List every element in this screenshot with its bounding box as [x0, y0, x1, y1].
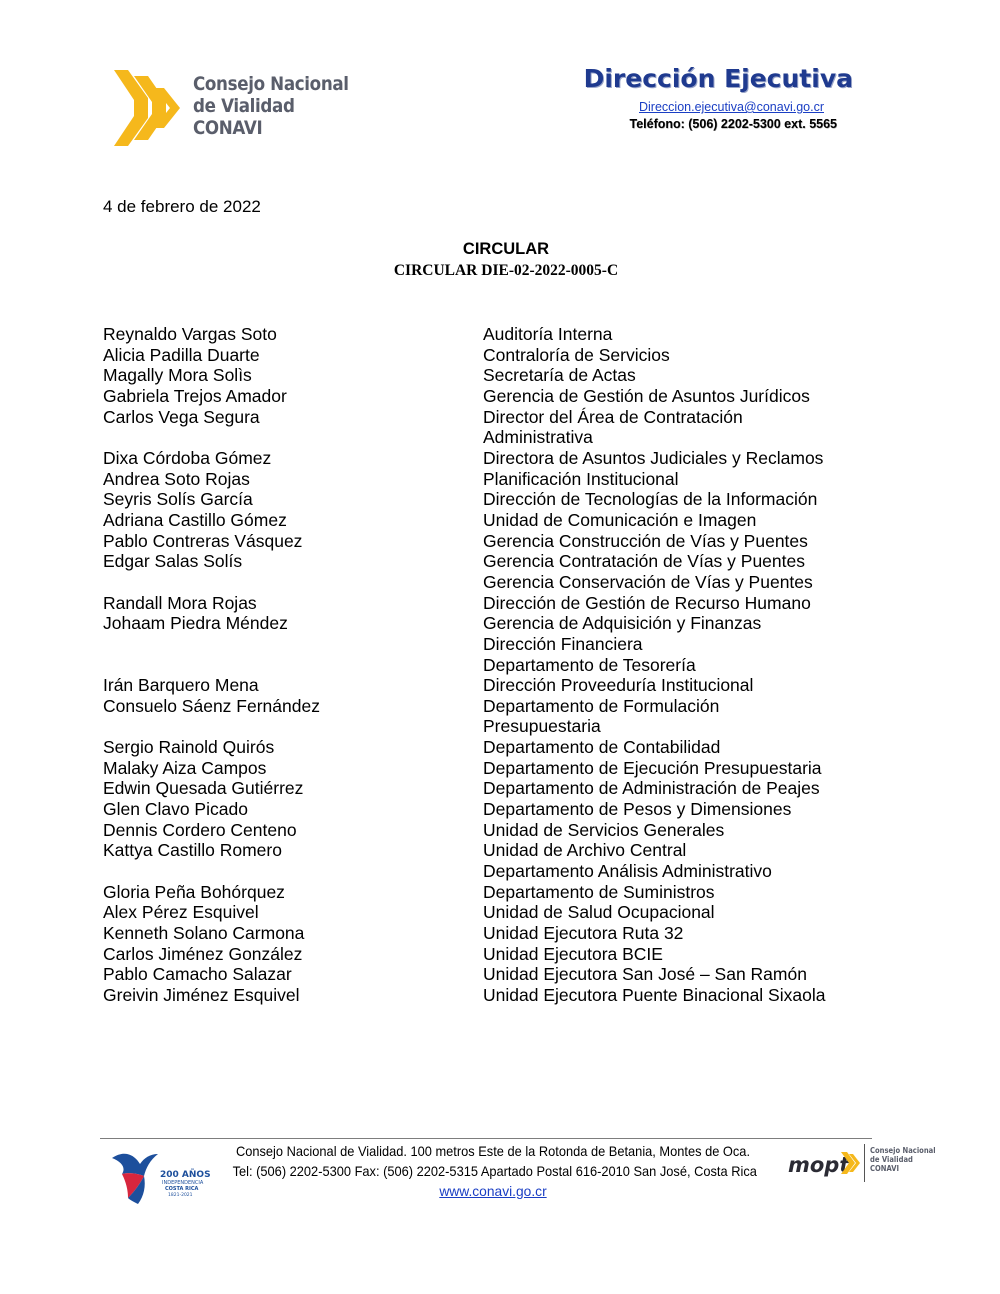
- recipient-unit: Administrativa: [483, 427, 593, 448]
- recipient-row: [103, 324, 903, 345]
- recipient-name: Andrea Soto Rojas: [103, 468, 250, 489]
- small-org-line: Consejo Nacional: [870, 1146, 936, 1155]
- footer-address: [213, 1142, 773, 1202]
- recipient-name: Glen Clavo Picado: [103, 799, 248, 820]
- recipient-unit: Gerencia de Gestión de Asuntos Jurídicos: [483, 385, 810, 406]
- recipient-row: [103, 675, 903, 696]
- recipient-name: Edgar Salas Solís: [103, 551, 243, 572]
- recipient-row: [103, 634, 903, 655]
- recipient-unit: Planificación Institucional: [483, 468, 679, 489]
- recipient-row: [103, 572, 903, 593]
- recipient-name: Johaam Piedra Méndez: [103, 613, 288, 634]
- document-date: 4 de febrero de 2022: [103, 197, 261, 216]
- recipient-row: [103, 448, 903, 469]
- recipient-unit: Departamento de Ejecución Presupuestaria: [483, 757, 822, 778]
- anniversary-sub1: INDEPENDENCIA: [162, 1180, 204, 1186]
- anniversary-years: 1821-2021: [168, 1193, 193, 1198]
- circular-number: CIRCULAR DIE-02-2022-0005-C: [393, 262, 619, 279]
- recipient-row: [103, 613, 903, 634]
- recipient-name: Edwin Quesada Gutiérrez: [103, 778, 304, 799]
- recipient-name: Carlos Vega Segura: [103, 406, 260, 427]
- mopt-logo-text: mopt: [788, 1153, 850, 1177]
- org-name-line: Consejo Nacional: [193, 73, 349, 95]
- recipient-row: [103, 985, 903, 1006]
- department-phone: Teléfono: (506) 2202-5300 ext. 5565: [629, 117, 837, 131]
- recipient-unit: Departamento de Formulación: [483, 695, 720, 716]
- recipient-unit: Dirección Financiera: [483, 633, 643, 654]
- recipient-unit: Unidad Ejecutora BCIE: [483, 943, 663, 964]
- recipient-name: [103, 427, 483, 448]
- recipient-name: Malaky Aiza Campos: [103, 757, 267, 778]
- recipient-row: [103, 716, 903, 737]
- recipient-row: [103, 407, 903, 428]
- recipient-unit: Departamento Análisis Administrativo: [483, 861, 772, 882]
- recipient-name: Kattya Castillo Romero: [103, 840, 282, 861]
- recipient-name: Seyris Solís García: [103, 489, 253, 510]
- recipient-unit: Auditoría Interna: [483, 324, 613, 344]
- recipient-row: [103, 593, 903, 614]
- recipient-row: [103, 427, 903, 448]
- recipient-row: [103, 882, 903, 903]
- circular-heading: CIRCULAR: [462, 240, 550, 258]
- recipient-name: Gabriela Trejos Amador: [103, 385, 287, 406]
- recipient-name: Reynaldo Vargas Soto: [103, 324, 277, 344]
- recipient-unit: Dirección de Gestión de Recurso Humano: [483, 592, 811, 613]
- department-email-link[interactable]: Direccion.ejecutiva@conavi.go.cr: [639, 100, 824, 114]
- recipient-unit: Departamento de Contabilidad: [483, 737, 721, 758]
- logo-divider: [864, 1144, 865, 1182]
- recipient-name: Alex Pérez Esquivel: [103, 902, 259, 923]
- anniversary-title: 200 AÑOS: [160, 1170, 211, 1180]
- recipient-row: [103, 345, 903, 366]
- recipient-row: [103, 737, 903, 758]
- recipient-name: Magally Mora Solìs: [103, 365, 252, 386]
- recipient-unit: Director del Área de Contratación: [483, 406, 743, 427]
- recipient-name: Alicia Padilla Duarte: [103, 344, 260, 365]
- department-title: Dirección Ejecutiva: [583, 64, 853, 93]
- recipient-row: [103, 696, 903, 717]
- recipient-name: Sergio Rainold Quirós: [103, 737, 275, 758]
- recipient-unit: Unidad Ejecutora San José – San Ramón: [483, 964, 807, 985]
- recipient-unit: Unidad Ejecutora Ruta 32: [483, 923, 684, 944]
- recipient-unit: Contraloría de Servicios: [483, 344, 670, 365]
- recipient-name: [103, 572, 483, 593]
- recipient-name: Adriana Castillo Gómez: [103, 509, 287, 530]
- recipient-name: Greivin Jiménez Esquivel: [103, 985, 300, 1005]
- footer-address-line: Tel: (506) 2202-5300 Fax: (506) 2202-5315 Apartado Postal 616-2010 San José, Costa Rica: [232, 1164, 757, 1179]
- recipient-row: [103, 944, 903, 965]
- recipient-row: [103, 902, 903, 923]
- recipient-name: [103, 861, 483, 882]
- recipient-unit: Departamento de Pesos y Dimensiones: [483, 799, 792, 820]
- org-name-line: de Vialidad: [193, 95, 295, 117]
- recipient-unit: Gerencia de Adquisición y Finanzas: [483, 613, 762, 634]
- recipient-row: [103, 489, 903, 510]
- recipient-name: Dennis Cordero Centeno: [103, 819, 297, 840]
- recipient-unit: Gerencia Construcción de Vías y Puentes: [483, 530, 808, 551]
- small-org-line: CONAVI: [870, 1164, 900, 1173]
- recipient-unit: Presupuestaria: [483, 716, 601, 737]
- recipient-name: [103, 716, 483, 737]
- recipient-unit: Directora de Asuntos Judiciales y Reclamos: [483, 447, 824, 468]
- recipient-name: Consuelo Sáenz Fernández: [103, 695, 320, 716]
- recipient-row: [103, 758, 903, 779]
- recipient-name: Dixa Córdoba Gómez: [103, 447, 272, 468]
- recipient-row: [103, 799, 903, 820]
- small-org-line: de Vialidad: [870, 1155, 913, 1164]
- org-name: [193, 73, 349, 139]
- website-link[interactable]: www.conavi.go.cr: [439, 1184, 547, 1199]
- recipient-name: Randall Mora Rojas: [103, 592, 257, 613]
- recipient-row: [103, 655, 903, 676]
- recipient-list: [103, 324, 903, 1006]
- recipient-unit: Gerencia Contratación de Vías y Puentes: [483, 551, 805, 572]
- footer-address-line: Consejo Nacional de Vialidad. 100 metros Este de la Rotonda de Betania, Montes de Oca.: [235, 1144, 751, 1159]
- recipient-name: Pablo Camacho Salazar: [103, 964, 292, 985]
- bicentennial-logo-icon: [104, 1140, 214, 1208]
- recipient-row: [103, 386, 903, 407]
- recipient-unit: Unidad Ejecutora Puente Binacional Sixaola: [483, 985, 826, 1005]
- footer-divider: [100, 1138, 872, 1139]
- recipient-unit: Dirección Proveeduría Institucional: [483, 675, 754, 696]
- recipient-row: [103, 861, 903, 882]
- recipient-name: Pablo Contreras Vásquez: [103, 530, 303, 551]
- recipient-row: [103, 820, 903, 841]
- recipient-unit: Dirección de Tecnologías de la Información: [483, 489, 818, 510]
- recipient-row: [103, 551, 903, 572]
- recipient-name: Gloria Peña Bohórquez: [103, 881, 285, 902]
- small-conavi-logo: [870, 1146, 936, 1173]
- recipient-unit: Secretaría de Actas: [483, 365, 636, 386]
- recipient-unit: Unidad de Servicios Generales: [483, 819, 725, 840]
- recipient-unit: Departamento de Suministros: [483, 881, 715, 902]
- recipient-name: Carlos Jiménez González: [103, 943, 303, 964]
- recipient-row: [103, 469, 903, 490]
- org-name-line: CONAVI: [193, 117, 263, 139]
- recipient-unit: Gerencia Conservación de Vías y Puentes: [483, 571, 813, 592]
- recipient-row: [103, 923, 903, 944]
- recipient-unit: Departamento de Administración de Peajes: [483, 778, 820, 799]
- recipient-unit: Unidad de Comunicación e Imagen: [483, 509, 757, 530]
- recipient-name: [103, 655, 483, 676]
- recipient-row: [103, 510, 903, 531]
- recipient-row: [103, 964, 903, 985]
- anniversary-sub2: COSTA RICA: [165, 1186, 199, 1192]
- recipient-name: Irán Barquero Mena: [103, 675, 259, 696]
- recipient-unit: Departamento de Tesorería: [483, 654, 696, 675]
- recipient-row: [103, 840, 903, 861]
- recipient-row: [103, 778, 903, 799]
- recipient-unit: Unidad de Archivo Central: [483, 840, 687, 861]
- conavi-logo-icon: [104, 66, 188, 150]
- recipient-unit: Unidad de Salud Ocupacional: [483, 902, 715, 923]
- recipient-row: [103, 365, 903, 386]
- mopt-logo-icon: [787, 1144, 862, 1182]
- recipient-name: [103, 634, 483, 655]
- recipient-row: [103, 531, 903, 552]
- recipient-name: Kenneth Solano Carmona: [103, 923, 305, 944]
